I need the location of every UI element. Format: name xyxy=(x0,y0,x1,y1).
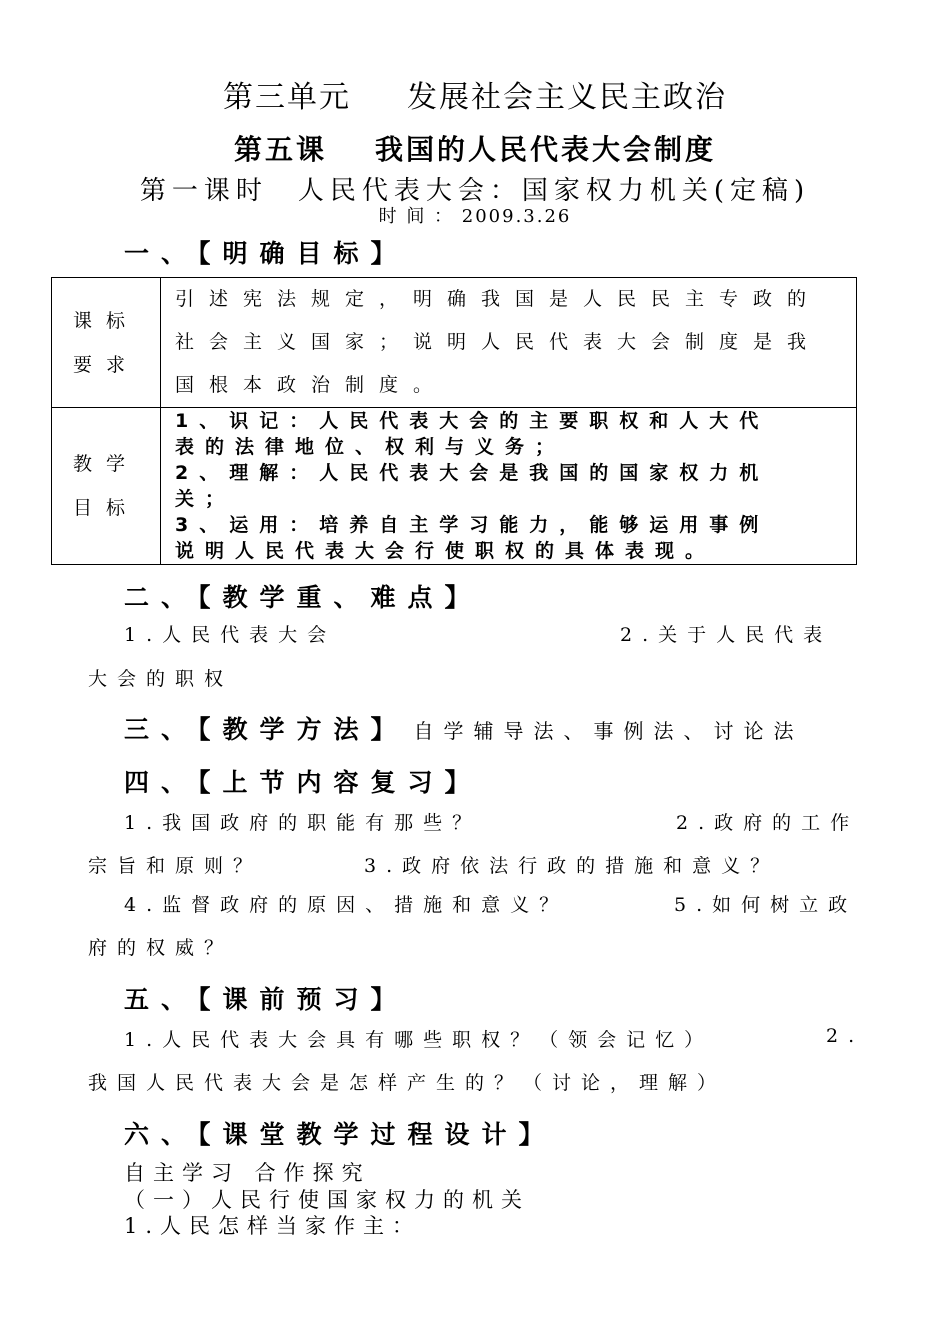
section-3-title: 三、【教学方法】 xyxy=(124,715,408,744)
lesson-title xyxy=(0,128,950,168)
key-point-2-end: 大会的职权 xyxy=(88,668,234,690)
section-2-heading: 二、【教学重、难点】 xyxy=(124,583,482,612)
review-question-2-start: 2.政府的工作 xyxy=(676,812,860,834)
preview-question-1: 1.人民代表大会具有哪些职权？（领会记忆） xyxy=(124,1029,714,1051)
section-6-heading: 六、【课堂教学过程设计】 xyxy=(124,1120,556,1149)
requirements-label-cell xyxy=(52,278,161,408)
date-line: 时 间 ： 2009.3.26 xyxy=(378,206,572,227)
objectives-label-line: 目标 xyxy=(72,497,139,519)
unit-number: 第三单元 xyxy=(223,80,351,115)
objectives-line: 2、理解：人民代表大会是我国的国家权力机 xyxy=(175,462,770,484)
requirements-label-line: 要求 xyxy=(72,353,139,376)
review-question-5-start: 5.如何树立政 xyxy=(674,894,858,916)
table-row xyxy=(52,278,857,408)
subheading-point-1: 1.人民怎样当家作主： xyxy=(124,1214,422,1238)
preview-question-2-end: 我国人民代表大会是怎样产生的？（讨论，理解） xyxy=(88,1072,727,1094)
objectives-line: 关； xyxy=(175,488,236,510)
objectives-label-line: 教学 xyxy=(72,453,139,475)
objectives-line: 3、运用：培养自主学习能力，能够运用事例 xyxy=(175,514,770,536)
requirements-cell xyxy=(161,278,857,408)
requirements-label-line: 课标 xyxy=(72,309,139,332)
period-number: 第一课时 xyxy=(139,176,268,206)
section-4-heading: 四、【上节内容复习】 xyxy=(124,768,482,797)
section-3-heading xyxy=(124,710,804,746)
objectives-cell xyxy=(161,408,857,565)
key-point-1: 1.人民代表大会 xyxy=(124,624,337,646)
key-point-2-start: 2.关于人民代表 xyxy=(620,624,833,646)
preview-question-2-start: 2. xyxy=(826,1025,865,1047)
requirements-line: 国根本政治制度。 xyxy=(175,374,448,396)
lesson-name: 我国的人民代表大会制度 xyxy=(375,133,717,166)
requirements-line: 社会主义国家；说明人民代表大会制度是我 xyxy=(175,331,822,353)
review-question-3: 3.政府依法行政的措施和意义？ xyxy=(364,855,780,877)
review-question-2-end: 宗旨和原则？ xyxy=(88,855,263,877)
teaching-methods-text: 自学辅导法、事例法、讨论法 xyxy=(413,719,804,743)
objectives-line: 表的法律地位、权利与义务； xyxy=(175,436,566,458)
review-question-1: 1.我国政府的职能有那些？ xyxy=(124,812,482,834)
lesson-number: 第五课 xyxy=(233,133,327,166)
subheading-part-1: （一）人民行使国家权力的机关 xyxy=(124,1188,530,1212)
objectives-line: 说明人民代表大会行使职权的具体表现。 xyxy=(175,540,716,562)
review-question-4: 4.监督政府的原因、措施和意义？ xyxy=(124,894,569,916)
unit-name: 发展社会主义民主政治 xyxy=(407,80,727,115)
goals-table xyxy=(51,277,857,565)
review-question-5-end: 府的权威？ xyxy=(88,937,234,959)
table-row xyxy=(52,408,857,565)
period-name: 人民代表大会：国家权力机关(定稿) xyxy=(297,176,811,206)
objectives-line: 1、识记：人民代表大会的主要职权和人大代 xyxy=(175,410,770,432)
unit-title xyxy=(0,72,950,116)
objectives-label-cell xyxy=(52,408,161,565)
section-5-heading: 五、【课前预习】 xyxy=(124,985,408,1014)
section-1-heading: 一、【明确目标】 xyxy=(124,239,408,268)
subheading-self-study: 自主学习 合作探究 xyxy=(124,1161,371,1185)
requirements-line: 引述宪法规定，明确我国是人民民主专政的 xyxy=(175,288,822,310)
